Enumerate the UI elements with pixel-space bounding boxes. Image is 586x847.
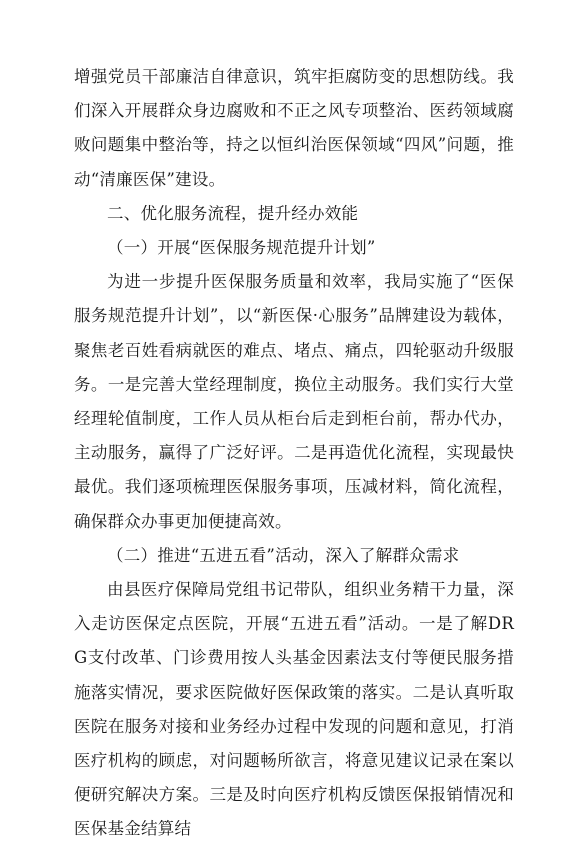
sub-heading-1: （一）开展“医保服务规范提升计划” bbox=[107, 238, 376, 258]
document-body bbox=[74, 60, 514, 847]
sub-heading-2: （二）推进“五进五看”活动，深入了解群众需求 bbox=[107, 545, 460, 565]
section-heading: 二、优化服务流程，提升经办效能 bbox=[107, 203, 359, 223]
paragraph-five-visits: 由县医疗保障局党组书记带队，组织业务精干力量，深入走访医保定点医院，开展“五进五看”活动。一是了解DRG支付改革、门诊费用按人头基金因素法支付等便民服务措施落实情况，要求医院做好医保政策的落实。二是认真听取医院在服务对接和业务经办过程中发现的问题和意见，打消医疗机构的顾虑，对问题畅所欲言，将意见建议记录在案以便研究解决方案。三是及时向医疗机构反馈医保报销情况和医保基金结算结 bbox=[74, 580, 514, 839]
paragraph-continuation: 增强党员干部廉洁自律意识，筑牢拒腐防变的思想防线。我们深入开展群众身边腐败和不正之风专项整治、医药领域腐败问题集中整治等，持之以恒纠治医保领域“四风”问题，推动“清廉医保”建设。 bbox=[74, 67, 514, 189]
paragraph-service-plan: 为进一步提升医保服务质量和效率，我局实施了“医保服务规范提升计划”，以“新医保·心服务”品牌建设为载体，聚焦老百姓看病就医的难点、堵点、痛点，四轮驱动升级服务。一是完善大堂经理制度，换位主动服务。我们实行大堂经理轮值制度，工作人员从柜台后走到柜台前，帮办代办，主动服务，赢得了广泛好评。二是再造优化流程，实现最快最优。我们逐项梳理医保服务事项，压减材料，简化流程，确保群众办事更加便捷高效。 bbox=[74, 272, 514, 531]
